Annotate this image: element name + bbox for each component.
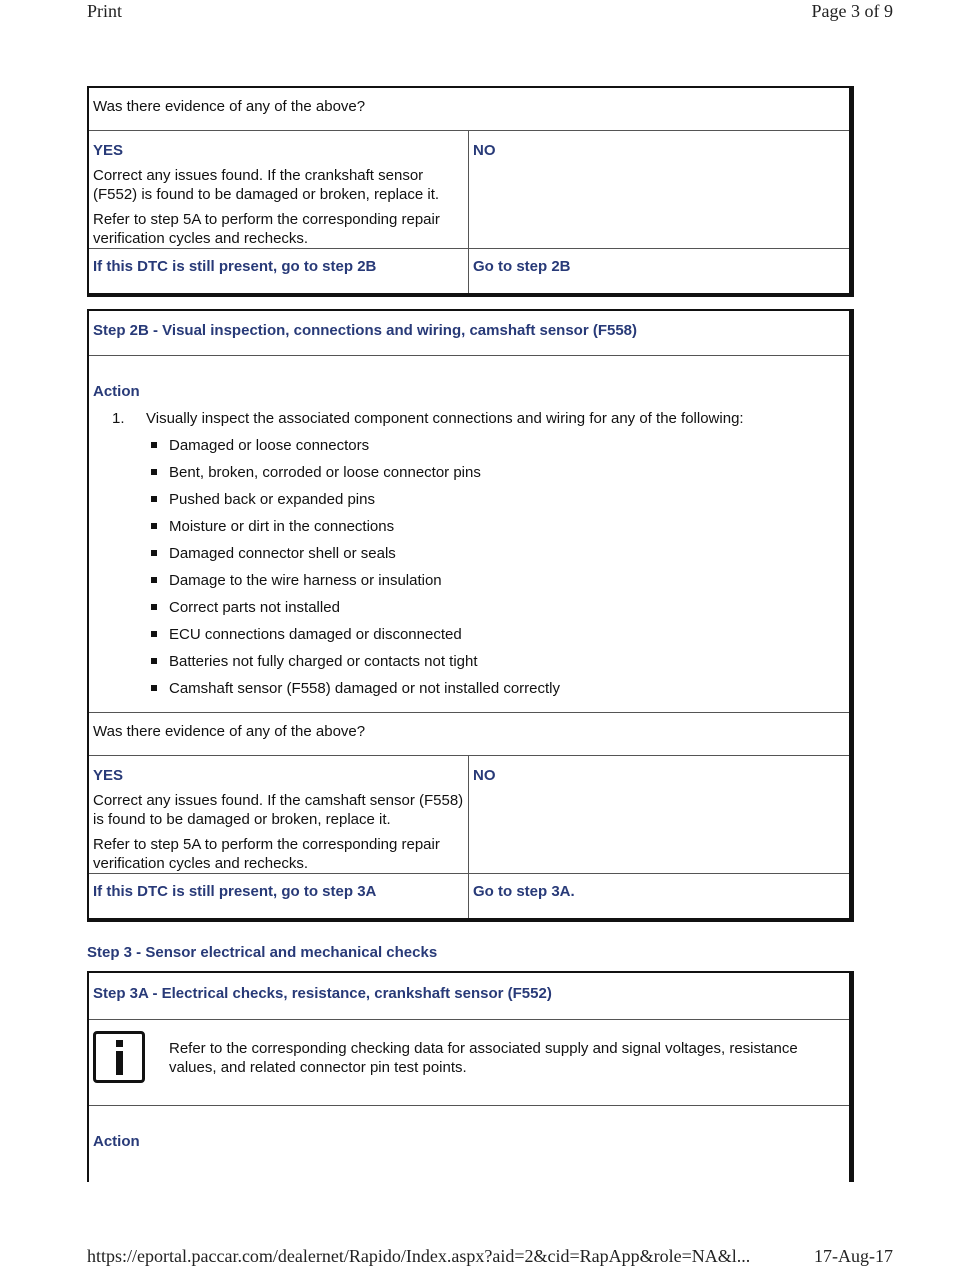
action-row (89, 356, 849, 713)
yes-next-step: If this DTC is still present, go to step 3A (93, 883, 377, 900)
question-text: Was there evidence of any of the above? (93, 98, 366, 115)
action-label: Action (93, 383, 140, 400)
yes-instruction: Correct any issues found. If the camshaft sensor (F558) is found to be damaged or broken, replace it. (93, 792, 464, 828)
action-step (93, 409, 845, 706)
yes-cell (89, 756, 469, 873)
print-header: Print (87, 1, 123, 21)
step-3a-table (87, 971, 854, 1182)
question-row (89, 88, 849, 131)
action-label: Action (93, 1133, 140, 1150)
answer-row (89, 131, 849, 249)
step-title-row (89, 311, 849, 356)
list-item: Camshaft sensor (F558) damaged or not installed correctly (146, 679, 845, 706)
list-item: Damage to the wire harness or insulation (146, 571, 845, 598)
yes-refer: Refer to step 5A to perform the corresponding repair verification cycles and rechecks. (93, 836, 440, 872)
no-next-step: Go to step 3A. (473, 883, 575, 900)
list-item: Correct parts not installed (146, 598, 845, 625)
page-number: Page 3 of 9 (811, 1, 893, 21)
no-cell (469, 756, 849, 873)
question-text: Was there evidence of any of the above? (93, 723, 366, 740)
yes-instruction: Correct any issues found. If the crankshaft sensor (F552) is found to be damaged or broken, replace it. (93, 167, 440, 203)
yes-label: YES (93, 767, 124, 784)
step-text: Visually inspect the associated component connections and wiring for any of the following: (146, 410, 744, 427)
yes-refer: Refer to step 5A to perform the corresponding repair verification cycles and rechecks. (93, 211, 440, 247)
info-row (89, 1020, 849, 1106)
page-url: https://eportal.paccar.com/dealernet/Rapido/Index.aspx?aid=2&cid=RapApp&role=NA&l... (87, 1246, 751, 1266)
next-step-row (89, 249, 849, 293)
step-title-row (89, 973, 849, 1020)
no-next-step: Go to step 2B (473, 258, 571, 275)
no-label: NO (473, 767, 496, 784)
answer-row (89, 756, 849, 874)
print-date: 17-Aug-17 (814, 1246, 893, 1266)
no-label: NO (473, 142, 496, 159)
yes-next-step: If this DTC is still present, go to step 2B (93, 258, 377, 275)
step-title: Step 3A - Electrical checks, resistance, crankshaft sensor (F552) (93, 985, 552, 1002)
result-table-2a (87, 86, 854, 297)
yes-label: YES (93, 142, 124, 159)
action-row (89, 1106, 849, 1182)
yes-cell (89, 131, 469, 248)
step-title: Step 2B - Visual inspection, connections and wiring, camshaft sensor (F558) (93, 322, 638, 339)
list-item: Damaged or loose connectors (146, 436, 845, 463)
section-heading: Step 3 - Sensor electrical and mechanical checks (87, 944, 438, 961)
step-2b-table (87, 309, 854, 922)
next-step-row (89, 874, 849, 918)
list-item: Moisture or dirt in the connections (146, 517, 845, 544)
step-number: 1. (112, 410, 125, 427)
list-item: Bent, broken, corroded or loose connector pins (146, 463, 845, 490)
info-text: Refer to the corresponding checking data for associated supply and signal voltages, resistance values, and related connector pin test points. (169, 1040, 798, 1076)
list-item: Pushed back or expanded pins (146, 490, 845, 517)
list-item: Damaged connector shell or seals (146, 544, 845, 571)
question-row (89, 713, 849, 756)
info-icon (93, 1031, 145, 1083)
inspection-list (146, 436, 845, 706)
list-item: Batteries not fully charged or contacts not tight (146, 652, 845, 679)
list-item: ECU connections damaged or disconnected (146, 625, 845, 652)
no-cell (469, 131, 849, 248)
